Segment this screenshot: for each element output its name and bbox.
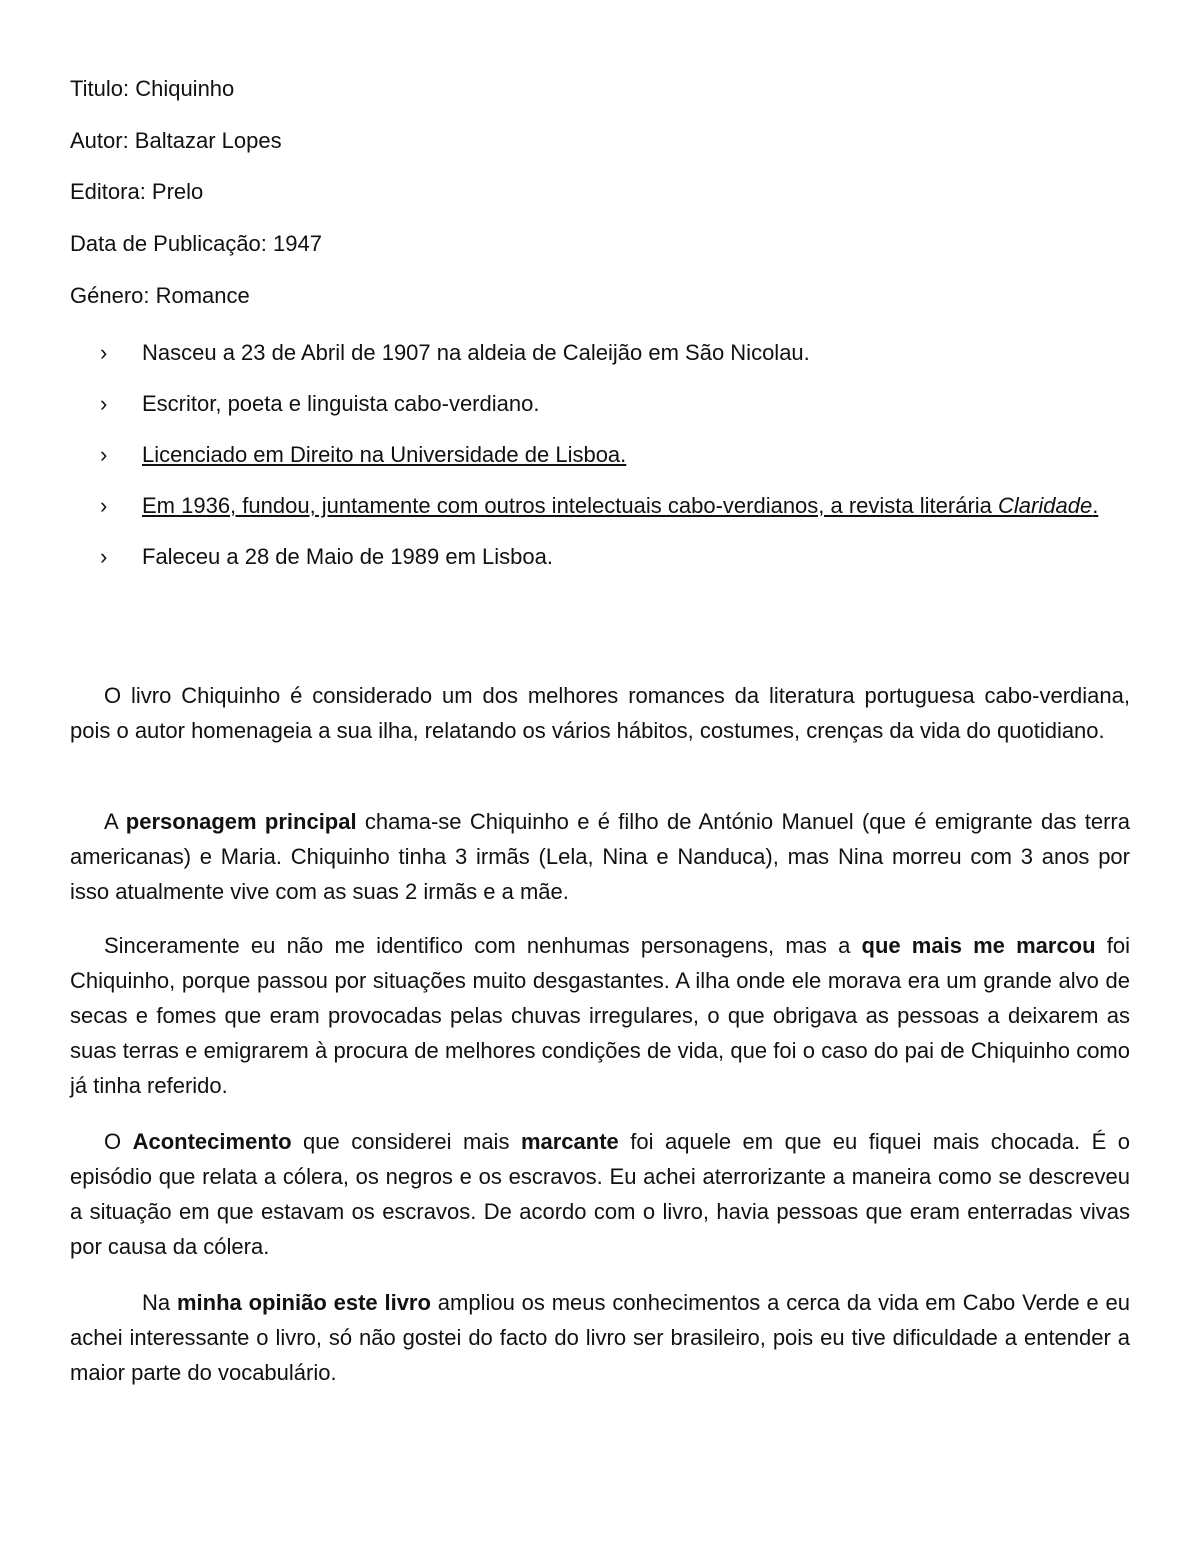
author-line: Autor: Baltazar Lopes	[70, 128, 282, 153]
text-run: foi aquele em que eu fiquei mais chocada. É o episódio que relata a cólera, os negros e os escravos. Eu achei aterrorizante a maneira como se descreveu a situação em que estavam os escravos. De acordo com o livro, havia pessoas que eram enterradas vivas por causa da cólera.	[70, 1129, 1130, 1259]
paragraph-opinion	[70, 1285, 1130, 1390]
chevron-right-icon: ›	[100, 391, 108, 416]
paragraph-main-character	[70, 804, 1130, 909]
list-item	[100, 489, 1130, 523]
list-item-text: Faleceu a 28 de Maio de 1989 em Lisboa.	[142, 544, 553, 569]
paragraph-identification	[70, 928, 1130, 1103]
text-run: foi Chiquinho, porque passou por situações muito desgastantes. A ilha onde ele morava era um grande alvo de secas e fomes que eram provocadas pelas chuvas irregulares, o que obrigava as pessoas a deixarem as suas terras e emigrarem à procura de melhores condições de vida, que foi o caso do pai de Chiquinho como já tinha referido.	[70, 933, 1130, 1098]
list-item-text: Nasceu a 23 de Abril de 1907 na aldeia de Caleijão em São Nicolau.	[142, 340, 810, 365]
bold-text: Acontecimento	[132, 1129, 292, 1154]
paragraph-intro: O livro Chiquinho é considerado um dos melhores romances da literatura portuguesa cabo-verdiana, pois o autor homenageia a sua ilha, relatando os vários hábitos, costumes, crenças da vida do quotidiano.	[70, 683, 1130, 743]
list-item	[100, 387, 1130, 421]
text-run: ampliou os meus conhecimentos a cerca da vida em Cabo Verde e eu achei interessante o livro, só não gostei do facto do livro ser brasileiro, pois eu tive dificuldade a entender a maior parte do vocabulário.	[70, 1290, 1130, 1385]
chevron-right-icon: ›	[100, 340, 108, 365]
bold-text: minha opinião este livro	[176, 1290, 431, 1315]
genre-line: Género: Romance	[70, 283, 250, 308]
list-item-text: Licenciado em Direito na Universidade de Lisboa.	[142, 442, 627, 467]
magazine-title: Claridade	[998, 493, 1093, 518]
text-run: Na	[142, 1290, 177, 1315]
text-run: Sinceramente eu não me identifico com nenhumas personagens, mas a	[104, 933, 862, 958]
list-item-text-part: .	[1092, 493, 1099, 518]
publication-date-line: Data de Publicação: 1947	[70, 231, 322, 256]
text-run: O	[104, 1129, 133, 1154]
chevron-right-icon: ›	[100, 442, 108, 467]
author-facts-list	[100, 336, 1130, 591]
bold-text: que mais me marcou	[861, 933, 1096, 958]
text-run: A	[104, 809, 126, 834]
text-run: que considerei mais	[291, 1129, 521, 1154]
bold-text: personagem principal	[125, 809, 357, 834]
chevron-right-icon: ›	[100, 544, 108, 569]
list-item-text-part: Em 1936, fundou, juntamente com outros intelectuais cabo-verdianos, a revista literária	[142, 493, 999, 518]
list-item	[100, 540, 1130, 574]
publisher-line: Editora: Prelo	[70, 179, 204, 204]
list-item	[100, 336, 1130, 370]
bold-text: marcante	[520, 1129, 619, 1154]
title-line: Titulo: Chiquinho	[70, 76, 235, 101]
chevron-right-icon: ›	[100, 493, 108, 518]
list-item-text	[142, 489, 1130, 523]
list-item	[100, 438, 1130, 472]
paragraph-event	[70, 1124, 1130, 1264]
text-run: chama-se Chiquinho e é filho de António Manuel (que é emigrante das terra americanas) e Maria. Chiquinho tinha 3 irmãs (Lela, Nina e Nanduca), mas Nina morreu com 3 anos por isso atualmente vive com as suas 2 irmãs e a mãe.	[70, 809, 1130, 904]
list-item-text: Escritor, poeta e linguista cabo-verdiano.	[142, 391, 540, 416]
